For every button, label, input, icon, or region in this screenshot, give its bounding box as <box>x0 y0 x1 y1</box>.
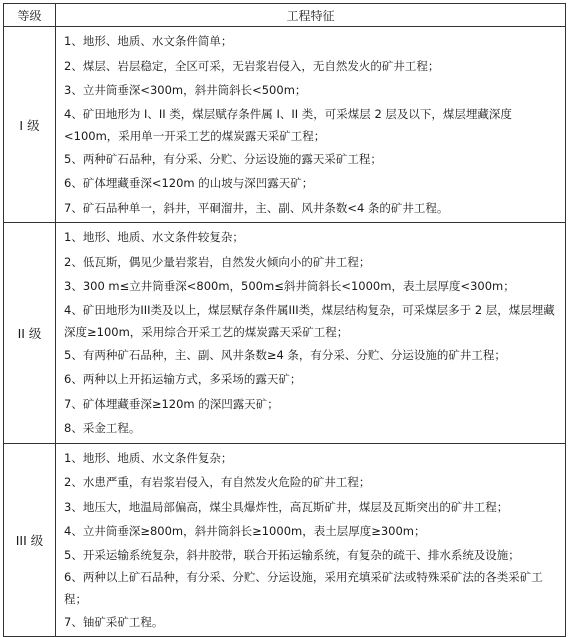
list-item: 2、水患严重，有岩浆岩侵入，有自然发火危险的矿井工程； <box>64 475 371 489</box>
list-item: 4、矿田地形为 I、II 类，煤层赋存条件属 I、II 类，可采煤层 2 层及以下，煤层埋藏深度<100m，采用单一开采工艺的煤炭露天采矿工程； <box>64 106 512 143</box>
list-item: 1、地形、地质、水文条件简单； <box>64 34 233 48</box>
list-item: 2、低瓦斯，偶见少量岩浆岩，自然发火倾向小的矿井工程； <box>64 254 371 269</box>
table-row <box>4 27 566 223</box>
list-item: 1、地形、地质、水文条件复杂； <box>64 450 233 465</box>
list-item: 6、两种以上矿石品种，有分采、分贮、分运设施，采用充填采矿法或特殊采矿法的各类采矿工程； <box>64 569 543 606</box>
list-item: 7、矿石品种单一，斜井，平硐溜井，主、副、风井条数<4 条的矿井工程。 <box>64 200 449 215</box>
classification-table <box>3 3 566 637</box>
list-item: 6、两种以上开拓运输方式，多采场的露天矿； <box>64 372 302 386</box>
header-features: 工程特征 <box>56 4 566 27</box>
list-item: 4、矿田地形为III类及以上，煤层赋存条件属III类，煤层结构复杂，可采煤层多于 2 层，煤层埋藏深度≥100m，采用综合开采工艺的煤炭露天采矿工程； <box>64 302 555 339</box>
level-name: II 级 <box>4 223 56 444</box>
classification-table-container <box>3 3 565 629</box>
list-item: 3、300 m≤立井筒垂深<800m，500m≤斜井筒斜长<1000m，表土层厚度<300m； <box>64 279 515 293</box>
header-level: 等级 <box>4 4 56 27</box>
list-item: 8、采金工程。 <box>64 421 141 435</box>
list-item: 7、铀矿采矿工程。 <box>64 614 164 629</box>
features-cell <box>56 443 566 637</box>
features-cell <box>56 223 566 444</box>
list-item: 1、地形、地质、水文条件较复杂； <box>64 230 244 244</box>
list-item: 5、开采运输系统复杂，斜井胶带，联合开拓运输系统，有复杂的疏干、排水系统及设施； <box>64 547 520 562</box>
list-item: 7、矿体埋藏垂深≥120m 的深凹露天矿； <box>64 396 279 411</box>
table-row <box>4 223 566 444</box>
table-row <box>4 443 566 637</box>
level-name: III 级 <box>4 443 56 637</box>
list-item: 3、立井筒垂深<300m，斜井筒斜长<500m； <box>64 83 307 97</box>
level-name: I 级 <box>4 27 56 223</box>
list-item: 5、两种矿石品种，有分采、分贮、分运设施的露天采矿工程； <box>64 151 382 166</box>
table-header-row <box>4 4 566 27</box>
features-cell <box>56 27 566 223</box>
list-item: 4、立井筒垂深≥800m，斜井筒斜长≥1000m，表土层厚度≥300m； <box>64 524 426 538</box>
list-item: 3、地压大，地温局部偏高，煤尘具爆炸性，高瓦斯矿井，煤层及瓦斯突出的矿井工程； <box>64 499 509 514</box>
list-item: 6、矿体埋藏垂深<120m 的山坡与深凹露天矿； <box>64 176 314 190</box>
list-item: 2、煤层、岩层稳定，全区可采，无岩浆岩侵入，无自然发火的矿井工程； <box>64 58 440 73</box>
list-item: 5、有两种矿石品种，主、副、风井条数≥4 条，有分采、分贮、分运设施的矿井工程； <box>64 347 506 362</box>
